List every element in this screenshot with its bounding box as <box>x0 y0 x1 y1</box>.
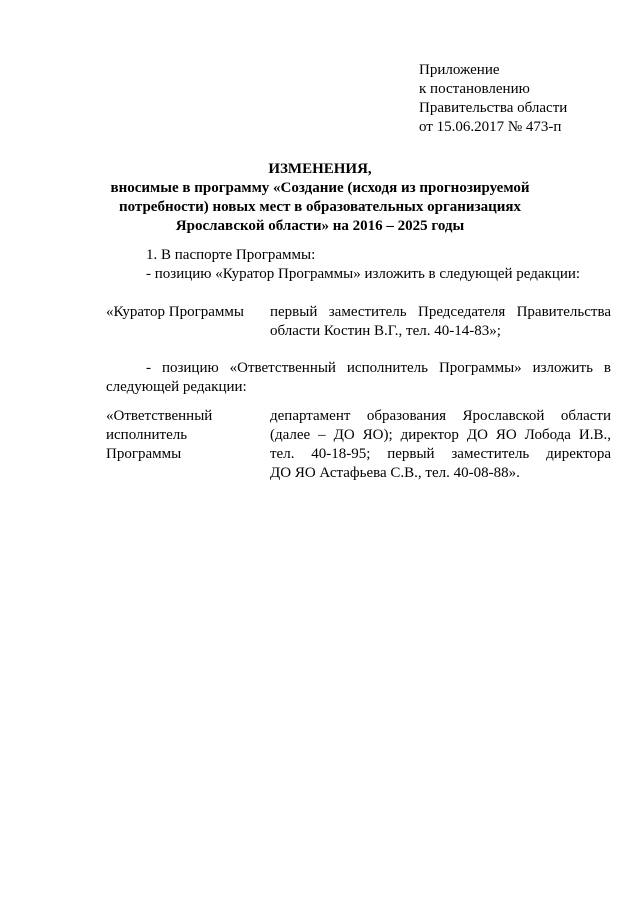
title-line: потребности) новых мест в образовательных организациях <box>118 199 522 215</box>
row-label-curator: «Куратор Программы <box>106 304 244 320</box>
row-value-line: первый заместитель Председателя Правительства <box>270 304 611 320</box>
row-label-executor: «Ответственный <box>106 408 213 424</box>
title-line: вносимые в программу «Создание (исходя из прогнозируемой <box>110 180 530 196</box>
section-subitem-cont: следующей редакции: <box>106 379 247 395</box>
appendix-line: Правительства области <box>419 100 568 116</box>
appendix-line: от 15.06.2017 № 473-п <box>419 119 562 135</box>
appendix-block <box>419 61 567 137</box>
section-item: 1. В паспорте Программы: <box>146 247 316 263</box>
title-line: Ярославской области» на 2016 – 2025 годы <box>175 218 465 234</box>
section-subitem: - позицию «Ответственный исполнитель Программы» изложить в <box>146 360 611 376</box>
row-value-line: департамент образования Ярославской области <box>270 408 611 424</box>
row-label-executor: исполнитель <box>106 427 188 443</box>
row-label-executor: Программы <box>106 446 182 462</box>
row-value-line: (далее – ДО ЯО); директор ДО ЯО Лобода И.В., <box>270 427 611 443</box>
document-title <box>100 160 540 236</box>
appendix-line: Приложение <box>419 62 500 78</box>
title-heading: ИЗМЕНЕНИЯ, <box>268 161 372 177</box>
row-value-line: области Костин В.Г., тел. 40-14-83»; <box>270 323 501 339</box>
appendix-line: к постановлению <box>419 81 530 97</box>
row-value-line: тел. 40-18-95; первый заместитель директора <box>270 446 611 462</box>
row-value-line: ДО ЯО Астафьева С.В., тел. 40-08-88». <box>270 465 520 481</box>
section-subitem: - позицию «Куратор Программы» изложить в следующей редакции: <box>146 266 581 282</box>
